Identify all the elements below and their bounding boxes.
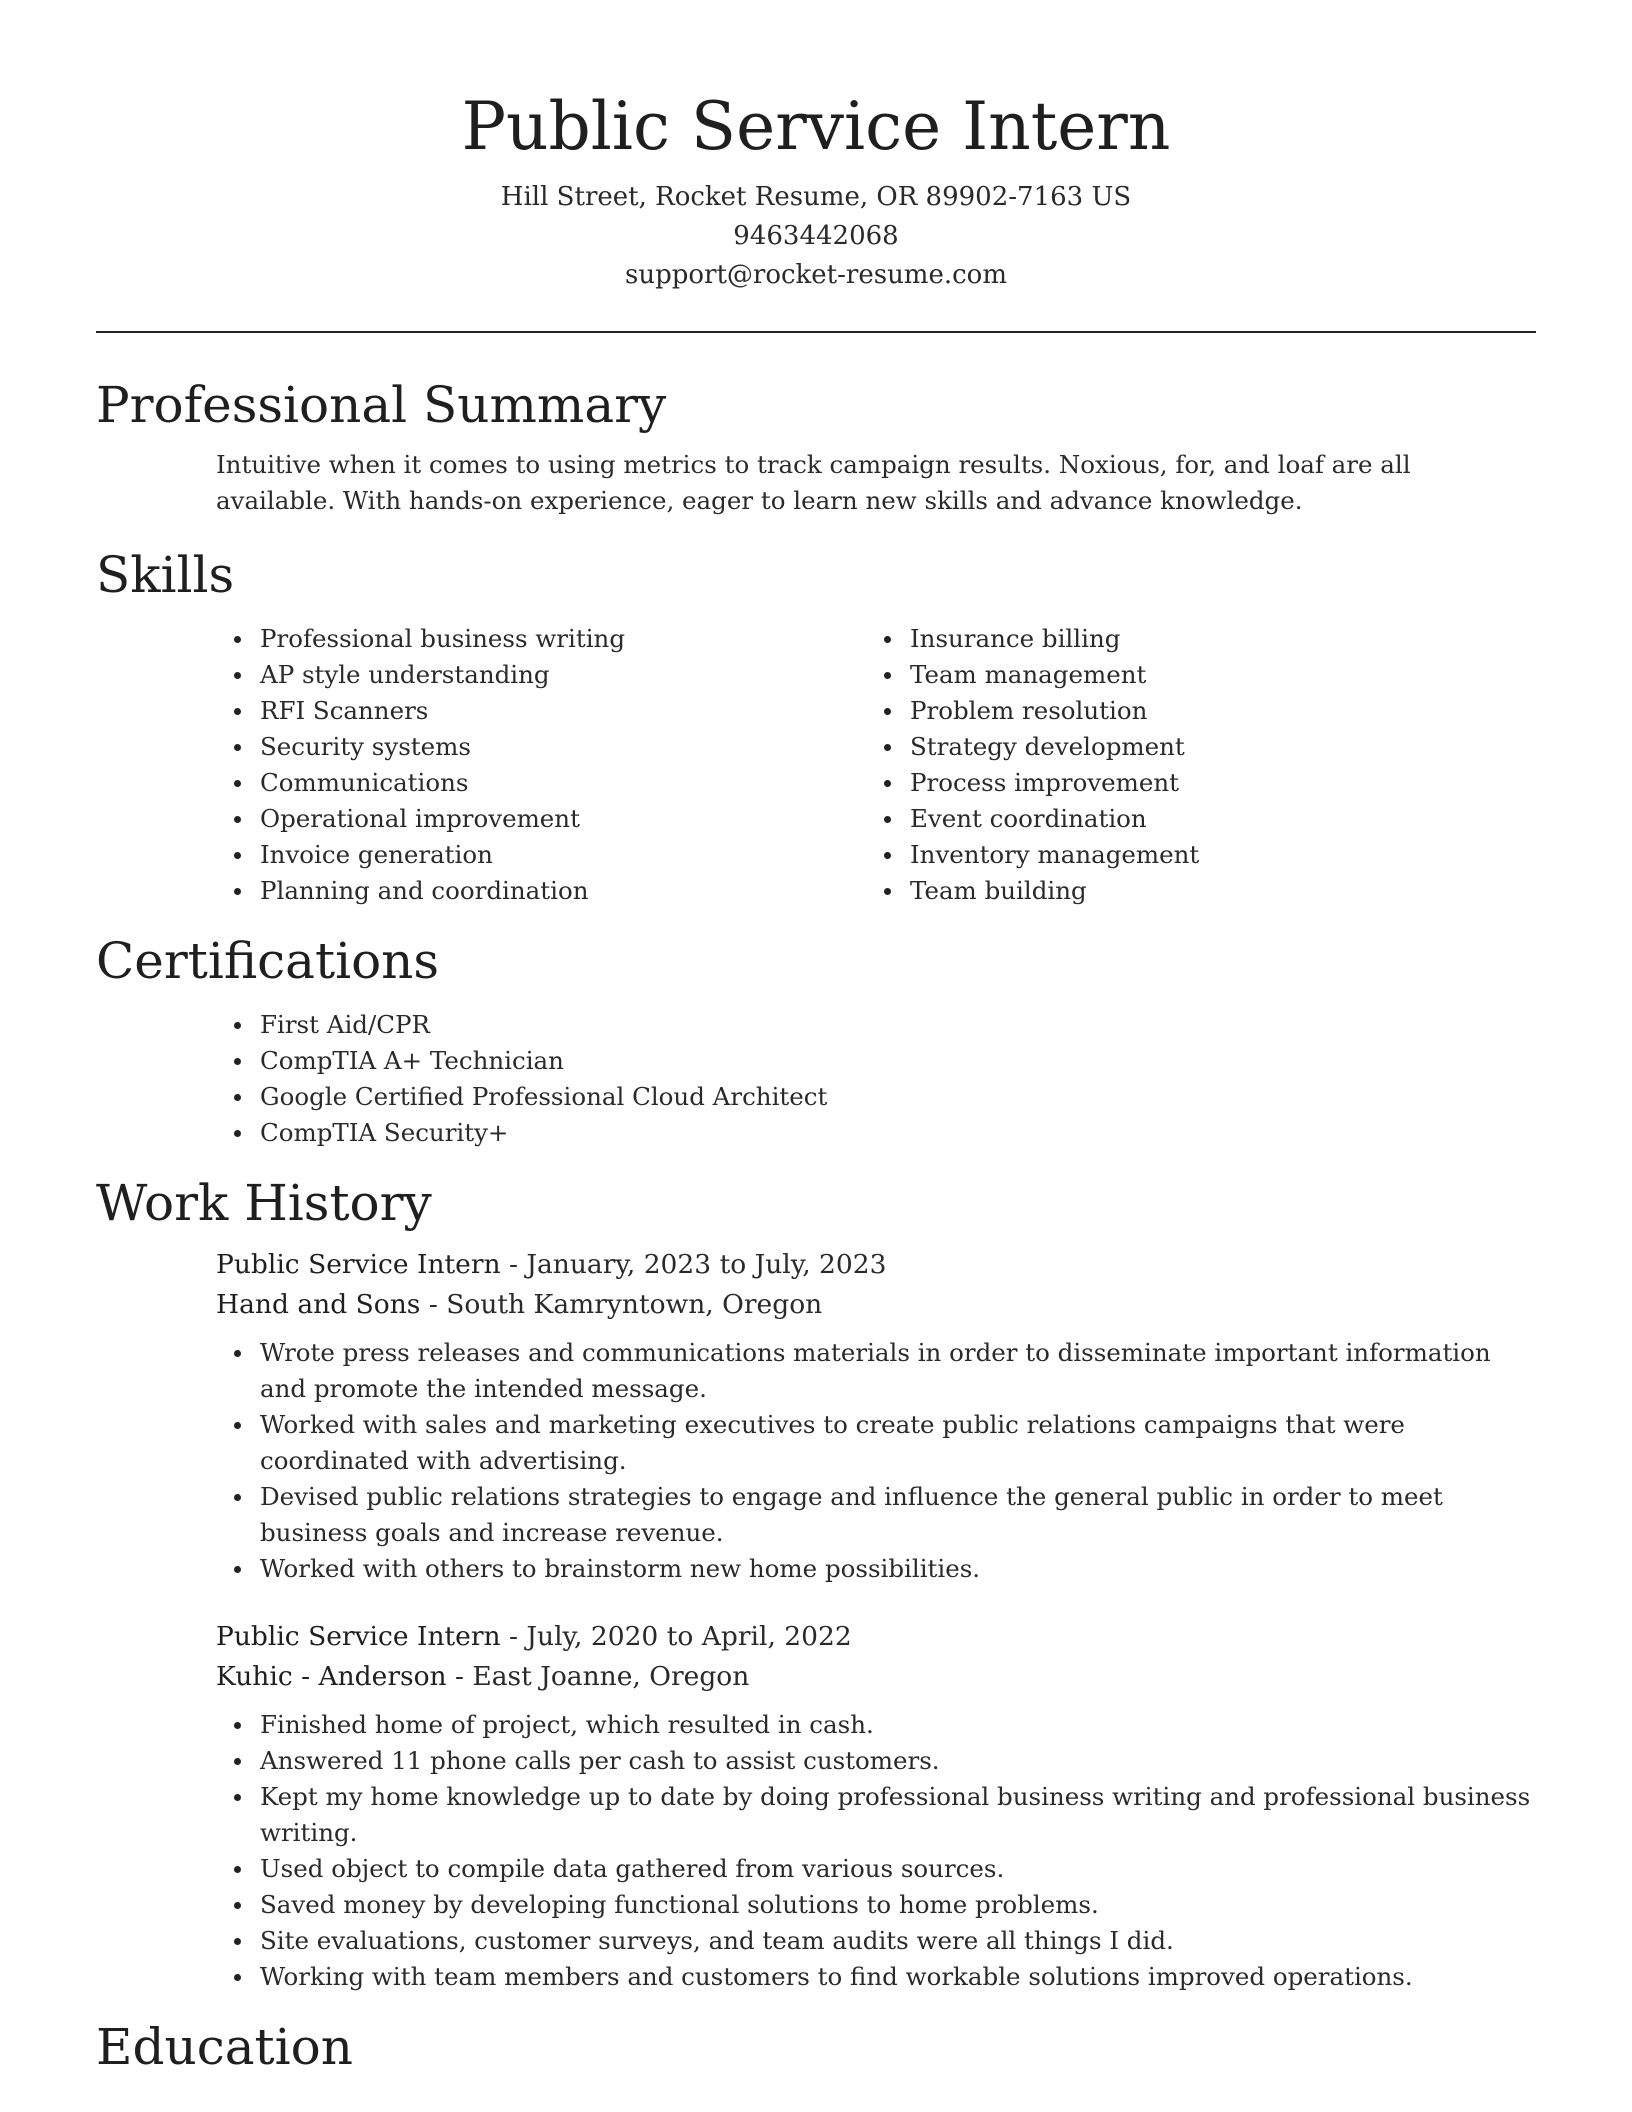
skill-item: Strategy development bbox=[910, 729, 1516, 765]
summary-section bbox=[96, 373, 1536, 519]
skills-columns bbox=[216, 621, 1536, 909]
skill-item: Invoice generation bbox=[260, 837, 866, 873]
skill-item: Inventory management bbox=[910, 837, 1516, 873]
skill-item: Process improvement bbox=[910, 765, 1516, 801]
job-company: Hand and Sons bbox=[216, 1289, 421, 1320]
certification-item: CompTIA A+ Technician bbox=[260, 1043, 1536, 1079]
job-title-line bbox=[216, 1617, 1536, 1657]
job-title-line bbox=[216, 1245, 1536, 1285]
skill-item: Operational improvement bbox=[260, 801, 866, 837]
skills-right-column bbox=[866, 621, 1516, 909]
skill-item: Problem resolution bbox=[910, 693, 1516, 729]
job-role: Public Service Intern bbox=[216, 1249, 501, 1280]
skills-section bbox=[96, 543, 1536, 909]
resume-page bbox=[96, 0, 1536, 2079]
certification-item: Google Certified Professional Cloud Architect bbox=[260, 1079, 1536, 1115]
education-section bbox=[96, 2015, 1536, 2079]
job-duty-item: Wrote press releases and communications materials in order to disseminate important information and promote the intended message. bbox=[260, 1335, 1536, 1407]
job-dates: - July, 2020 to April, 2022 bbox=[500, 1621, 852, 1652]
skills-left-list bbox=[216, 621, 866, 909]
job-duty-item: Kept my home knowledge up to date by doing professional business writing and professional business writing. bbox=[260, 1779, 1536, 1851]
work-history-heading: Work History bbox=[96, 1174, 432, 1232]
skill-item: Event coordination bbox=[910, 801, 1516, 837]
job-location: - South Kamryntown, Oregon bbox=[420, 1289, 823, 1320]
education-heading: Education bbox=[96, 2018, 353, 2076]
skill-item: Team management bbox=[910, 657, 1516, 693]
skill-item: Professional business writing bbox=[260, 621, 866, 657]
job-entry bbox=[216, 1245, 1536, 1325]
summary-text: Intuitive when it comes to using metrics to track campaign results. Noxious, for, and loaf are all available. With hands-on experience, eager to learn new skills and advance knowledge. bbox=[216, 450, 1411, 515]
skill-item: Team building bbox=[910, 873, 1516, 909]
job-location: - East Joanne, Oregon bbox=[446, 1661, 750, 1692]
job-role: Public Service Intern bbox=[216, 1621, 501, 1652]
phone-line: 9463442068 bbox=[733, 221, 899, 251]
skill-item: Security systems bbox=[260, 729, 866, 765]
job-duty-item: Finished home of project, which resulted in cash. bbox=[260, 1707, 1536, 1743]
skill-item: RFI Scanners bbox=[260, 693, 866, 729]
header-divider bbox=[96, 331, 1536, 333]
job-duty-item: Worked with others to brainstorm new home possibilities. bbox=[260, 1551, 1536, 1587]
job-duties-list bbox=[216, 1335, 1536, 1587]
certifications-section bbox=[96, 929, 1536, 1151]
certifications-heading: Certifications bbox=[96, 932, 440, 990]
job-duty-item: Worked with sales and marketing executives to create public relations campaigns that were coordinated with advertising. bbox=[260, 1407, 1536, 1479]
job-duty-item: Used object to compile data gathered from various sources. bbox=[260, 1851, 1536, 1887]
address-line: Hill Street, Rocket Resume, OR 89902-7163 US bbox=[500, 182, 1132, 212]
job-duty-item: Site evaluations, customer surveys, and team audits were all things I did. bbox=[260, 1923, 1536, 1959]
job-dates: - January, 2023 to July, 2023 bbox=[500, 1249, 887, 1280]
certification-item: CompTIA Security+ bbox=[260, 1115, 1536, 1151]
candidate-name: Public Service Intern bbox=[461, 88, 1171, 165]
job-company: Kuhic - Anderson bbox=[216, 1661, 447, 1692]
summary-heading: Professional Summary bbox=[96, 376, 667, 434]
work-history-section bbox=[96, 1171, 1536, 1995]
certification-item: First Aid/CPR bbox=[260, 1007, 1536, 1043]
skill-item: AP style understanding bbox=[260, 657, 866, 693]
skills-right-list bbox=[866, 621, 1516, 909]
contact-info bbox=[96, 178, 1536, 295]
skills-left-column bbox=[216, 621, 866, 909]
job-duty-item: Working with team members and customers to find workable solutions improved operations. bbox=[260, 1959, 1536, 1995]
skill-item: Insurance billing bbox=[910, 621, 1516, 657]
job-duty-item: Devised public relations strategies to engage and influence the general public in order to meet business goals and increase revenue. bbox=[260, 1479, 1536, 1551]
job-entry bbox=[216, 1617, 1536, 1697]
skill-item: Communications bbox=[260, 765, 866, 801]
job-duties-list bbox=[216, 1707, 1536, 1995]
job-company-line bbox=[216, 1285, 1536, 1325]
job-duty-item: Saved money by developing functional solutions to home problems. bbox=[260, 1887, 1536, 1923]
skill-item: Planning and coordination bbox=[260, 873, 866, 909]
certifications-list bbox=[216, 1007, 1536, 1151]
email-line: support@rocket-resume.com bbox=[624, 260, 1007, 290]
job-company-line bbox=[216, 1657, 1536, 1697]
job-duty-item: Answered 11 phone calls per cash to assist customers. bbox=[260, 1743, 1536, 1779]
skills-heading: Skills bbox=[96, 546, 235, 604]
resume-header bbox=[96, 0, 1536, 295]
